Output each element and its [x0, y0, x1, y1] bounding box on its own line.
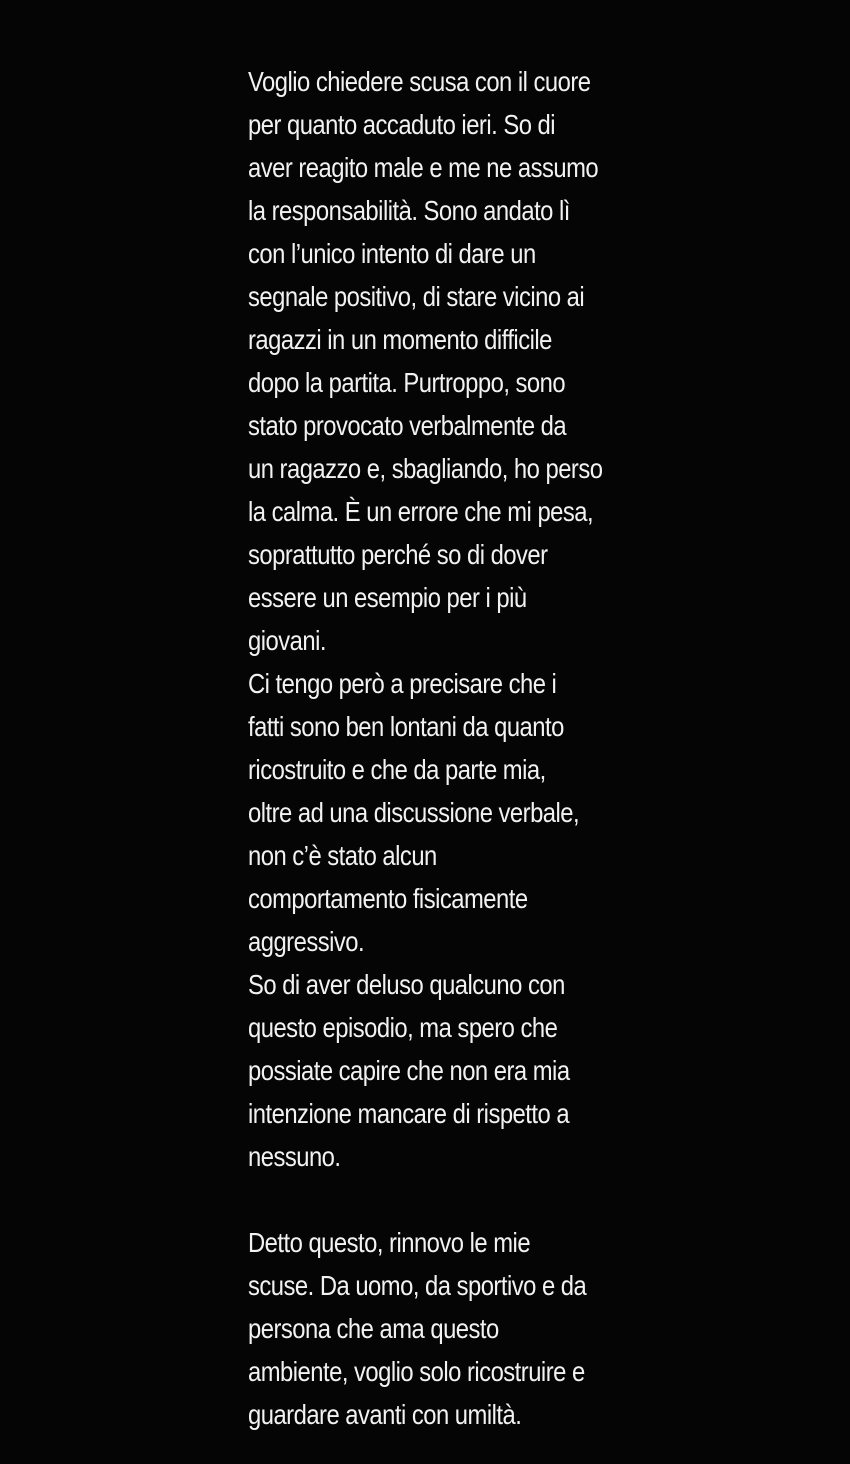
message-line: la calma. È un errore che mi pesa, — [248, 496, 594, 527]
message-line: stato provocato verbalmente da — [248, 410, 567, 441]
message-line: essere un esempio per i più — [248, 582, 527, 613]
message-line: ricostruito e che da parte mia, — [248, 754, 546, 785]
message-line: guardare avanti con umiltà. — [248, 1399, 522, 1430]
message-line: soprattutto perché so di dover — [248, 539, 548, 570]
message-line: possiate capire che non era mia — [248, 1055, 570, 1086]
message-line: dopo la partita. Purtroppo, sono — [248, 367, 566, 398]
message-line: fatti sono ben lontani da quanto — [248, 711, 564, 742]
message-line: per quanto accaduto ieri. So di — [248, 109, 556, 140]
paragraph-gap — [248, 1178, 580, 1221]
message-line: con l’unico intento di dare un — [248, 238, 536, 269]
message-line: giovani. — [248, 625, 326, 656]
message-line: questo episodio, ma spero che — [248, 1012, 558, 1043]
message-line: scuse. Da uomo, da sportivo e da — [248, 1270, 587, 1301]
message-line: Detto questo, rinnovo le mie — [248, 1227, 531, 1258]
story-message — [248, 60, 603, 1436]
message-line: ambiente, voglio solo ricostruire e — [248, 1356, 585, 1387]
message-line: comportamento fisicamente — [248, 883, 528, 914]
message-line: aver reagito male e me ne assumo — [248, 152, 599, 183]
message-line: ragazzi in un momento difficile — [248, 324, 552, 355]
message-line: intenzione mancare di rispetto a — [248, 1098, 570, 1129]
message-line: non c’è stato alcun — [248, 840, 437, 871]
message-line: persona che ama questo — [248, 1313, 499, 1344]
message-line: un ragazzo e, sbagliando, ho perso — [248, 453, 603, 484]
message-line: nessuno. — [248, 1141, 341, 1172]
message-line: segnale positivo, di stare vicino ai — [248, 281, 585, 312]
message-line: Ci tengo però a precisare che i — [248, 668, 557, 699]
message-line: aggressivo. — [248, 926, 365, 957]
message-line: oltre ad una discussione verbale, — [248, 797, 580, 828]
message-line: So di aver deluso qualcuno con — [248, 969, 565, 1000]
message-line: Voglio chiedere scusa con il cuore — [248, 66, 591, 97]
message-line: la responsabilità. Sono andato lì — [248, 195, 570, 226]
